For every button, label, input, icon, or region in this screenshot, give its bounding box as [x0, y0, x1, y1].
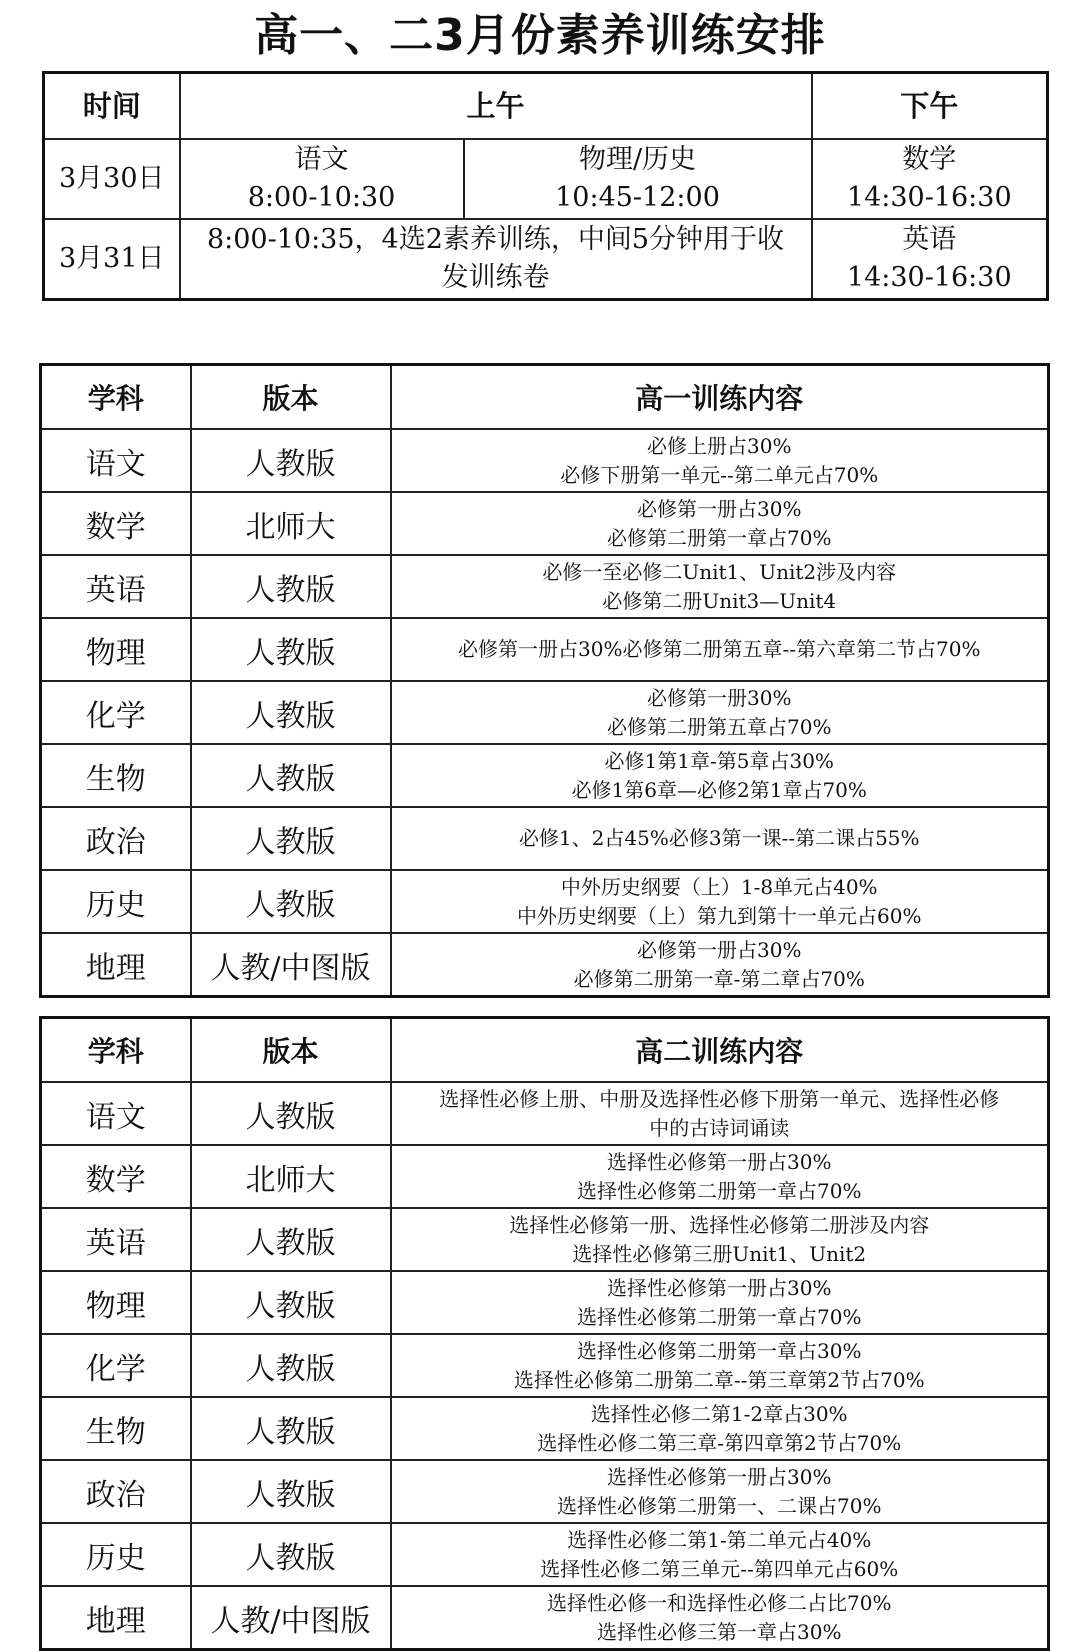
subject-cell: 生物: [41, 744, 191, 807]
content-line: 必修第一册占30%必修第二册第五章--第六章第二节占70%: [458, 637, 981, 661]
table-row: [41, 1397, 1049, 1460]
content-cell: [391, 1460, 1049, 1523]
version-cell: 人教版: [191, 1208, 391, 1271]
content-cell: [391, 1586, 1049, 1650]
version-cell: 人教版: [191, 429, 391, 492]
content-line: 必修1第1章-第5章占30%: [604, 748, 834, 773]
grade1-header-row: [41, 365, 1049, 430]
schedule-time: 14:30-16:30: [846, 262, 1012, 293]
content-cell: [391, 1145, 1049, 1208]
schedule-header-row: [44, 73, 1048, 140]
version-cell: 人教版: [191, 618, 391, 681]
content-line: 选择性必修第一册、选择性必修第二册涉及内容: [509, 1212, 930, 1237]
subject-cell: 历史: [41, 1523, 191, 1586]
content-line: 选择性必修二第1-2章占30%: [590, 1401, 848, 1426]
table-row: [41, 618, 1049, 681]
subject-cell: 生物: [41, 1397, 191, 1460]
subject-cell: 政治: [41, 807, 191, 870]
content-cell: [391, 1208, 1049, 1271]
grade2-content-table: [39, 1016, 1050, 1651]
table-row: [41, 870, 1049, 933]
grade2-header-row: [41, 1018, 1049, 1083]
table-row: [41, 1586, 1049, 1650]
grade1-content-table: [39, 363, 1050, 998]
schedule-time: 10:45-12:00: [555, 182, 720, 213]
content-cell: [391, 1082, 1049, 1145]
content-cell: [391, 1397, 1049, 1460]
content-line: 中的古诗词诵读: [649, 1115, 790, 1140]
subject-cell: 化学: [41, 681, 191, 744]
version-cell: 人教/中图版: [191, 1586, 391, 1650]
schedule-date: 3月31日: [44, 219, 180, 300]
version-cell: 人教版: [191, 1460, 391, 1523]
content-line: 必修1、2占45%必修3第一课--第二课占55%: [518, 826, 920, 850]
page-title: 高一、二3月份素养训练安排: [254, 10, 826, 61]
content-line: 选择性必修第二册第二章--第三章第2节占70%: [513, 1367, 925, 1392]
schedule-time: 14:30-16:30: [846, 182, 1012, 213]
version-cell: 人教/中图版: [191, 933, 391, 997]
header-time: 时间: [44, 73, 180, 140]
content-line: 必修第一册30%: [647, 685, 792, 710]
content-cell: [391, 933, 1049, 997]
subject-cell: 语文: [41, 429, 191, 492]
content-cell: [391, 1523, 1049, 1586]
content-line: 选择性必修第一册占30%: [607, 1464, 832, 1489]
content-line: 选择性必修一和选择性必修二占比70%: [547, 1590, 892, 1615]
schedule-cell: [812, 139, 1048, 219]
content-line: 必修第二册第一章-第二章占70%: [573, 966, 865, 991]
subject-cell: 英语: [41, 1208, 191, 1271]
version-cell: 北师大: [191, 492, 391, 555]
version-cell: 人教版: [191, 1082, 391, 1145]
content-line: 必修第一册占30%: [637, 937, 802, 962]
schedule-row: [44, 219, 1048, 300]
schedule-time: 8:00-10:30: [247, 182, 396, 213]
content-cell: [391, 744, 1049, 807]
table-row: [41, 807, 1049, 870]
table-row: [41, 1271, 1049, 1334]
schedule-cell: [464, 139, 812, 219]
version-cell: 人教版: [191, 807, 391, 870]
header-content: 高一训练内容: [391, 365, 1049, 430]
table-row: [41, 933, 1049, 997]
schedule-cell: [180, 139, 464, 219]
header-afternoon: 下午: [812, 73, 1048, 140]
subject-cell: 历史: [41, 870, 191, 933]
version-cell: 人教版: [191, 870, 391, 933]
subject-cell: 数学: [41, 1145, 191, 1208]
table-row: [41, 681, 1049, 744]
version-cell: 人教版: [191, 1334, 391, 1397]
content-cell: [391, 492, 1049, 555]
content-cell: [391, 1334, 1049, 1397]
schedule-subject: 英语: [902, 224, 957, 255]
schedule-note: 发训练卷: [441, 262, 550, 293]
header-subject: 学科: [41, 365, 191, 430]
table-row: [41, 1460, 1049, 1523]
content-line: 中外历史纲要（上）第九到第十一单元占60%: [517, 903, 922, 928]
table-row: [41, 1208, 1049, 1271]
content-line: 必修第二册第一章占70%: [607, 525, 832, 550]
header-version: 版本: [191, 1018, 391, 1083]
subject-cell: 数学: [41, 492, 191, 555]
schedule-cell: [812, 219, 1048, 300]
content-line: 选择性必修二第三章-第四章第2节占70%: [537, 1430, 902, 1455]
header-version: 版本: [191, 365, 391, 430]
content-line: 选择性必修第一册占30%: [607, 1149, 832, 1174]
content-line: 必修上册占30%: [647, 433, 792, 458]
content-line: 选择性必修第二册第一章占70%: [577, 1178, 862, 1203]
content-line: 选择性必修第二册第一章占70%: [577, 1304, 862, 1329]
version-cell: 人教版: [191, 555, 391, 618]
table-row: [41, 555, 1049, 618]
subject-cell: 英语: [41, 555, 191, 618]
content-line: 选择性必修第三册Unit1、Unit2: [572, 1241, 867, 1266]
table-row: [41, 492, 1049, 555]
content-line: 选择性必修二第1-第二单元占40%: [567, 1527, 872, 1552]
content-cell: [391, 429, 1049, 492]
content-line: 选择性必修第二册第一章占30%: [577, 1338, 862, 1363]
subject-cell: 语文: [41, 1082, 191, 1145]
schedule-table: [42, 71, 1049, 301]
schedule-cell: [180, 219, 812, 300]
table-row: [41, 429, 1049, 492]
schedule-subject: 物理/历史: [578, 144, 697, 175]
subject-cell: 物理: [41, 618, 191, 681]
table-row: [41, 1145, 1049, 1208]
subject-cell: 化学: [41, 1334, 191, 1397]
table-row: [41, 744, 1049, 807]
content-line: 必修下册第一单元--第二单元占70%: [560, 462, 879, 487]
content-cell: [391, 681, 1049, 744]
content-cell: [391, 1271, 1049, 1334]
schedule-date: 3月30日: [44, 139, 180, 219]
content-cell: [391, 807, 1049, 870]
header-content: 高二训练内容: [391, 1018, 1049, 1083]
schedule-subject: 数学: [902, 144, 957, 175]
table-row: [41, 1523, 1049, 1586]
schedule-row: [44, 139, 1048, 219]
content-line: 中外历史纲要（上）1-8单元占40%: [560, 874, 878, 899]
version-cell: 人教版: [191, 681, 391, 744]
content-line: 选择性必修二第三单元--第四单元占60%: [540, 1556, 899, 1581]
version-cell: 人教版: [191, 744, 391, 807]
subject-cell: 地理: [41, 1586, 191, 1650]
content-line: 选择性必修第二册第一、二课占70%: [557, 1493, 882, 1518]
schedule-note: 8:00-10:35，4选2素养训练，中间5分钟用于收: [206, 224, 785, 255]
content-line: 必修一至必修二Unit1、Unit2涉及内容: [542, 559, 897, 584]
table-row: [41, 1082, 1049, 1145]
version-cell: 人教版: [191, 1397, 391, 1460]
version-cell: 人教版: [191, 1271, 391, 1334]
content-cell: [391, 555, 1049, 618]
content-line: 必修第一册占30%: [637, 496, 802, 521]
content-line: 选择性必修第一册占30%: [607, 1275, 832, 1300]
content-line: 必修1第6章—必修2第1章占70%: [571, 777, 867, 802]
content-cell: [391, 870, 1049, 933]
content-cell: [391, 618, 1049, 681]
subject-cell: 物理: [41, 1271, 191, 1334]
version-cell: 人教版: [191, 1523, 391, 1586]
header-subject: 学科: [41, 1018, 191, 1083]
table-row: [41, 1334, 1049, 1397]
content-line: 选择性必修三第一章占30%: [597, 1619, 842, 1644]
header-morning: 上午: [180, 73, 812, 140]
subject-cell: 地理: [41, 933, 191, 997]
subject-cell: 政治: [41, 1460, 191, 1523]
content-line: 必修第二册第五章占70%: [607, 714, 832, 739]
version-cell: 北师大: [191, 1145, 391, 1208]
schedule-subject: 语文: [294, 144, 349, 175]
content-line: 必修第二册Unit3—Unit4: [602, 588, 837, 613]
content-line: 选择性必修上册、中册及选择性必修下册第一单元、选择性必修: [439, 1086, 1000, 1111]
